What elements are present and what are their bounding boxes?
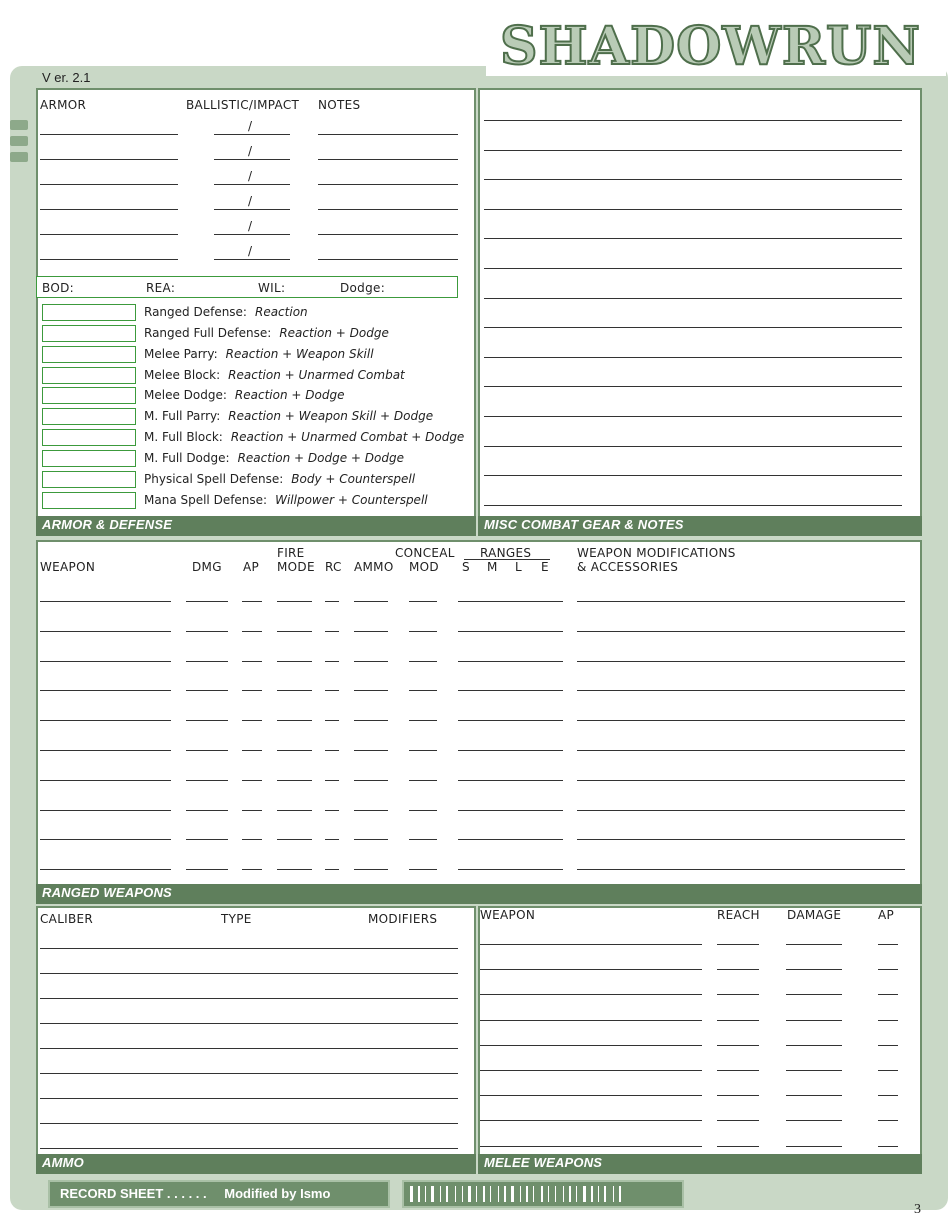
- rea-label: REA:: [146, 281, 176, 295]
- armor-notes-field[interactable]: [318, 209, 458, 210]
- ranged-weapon-field[interactable]: [40, 780, 171, 781]
- melee-ap-header: AP: [878, 908, 895, 922]
- ranged-modifications-field[interactable]: [577, 839, 905, 840]
- ranged-ap-field[interactable]: [242, 661, 262, 662]
- ranged-conceal-mod-field[interactable]: [409, 601, 437, 602]
- frame-notch: [10, 136, 28, 146]
- defense-value-box[interactable]: [42, 471, 136, 488]
- armor-notes-field[interactable]: [318, 259, 458, 260]
- weapon-mods-header: WEAPON MODIFICATIONS: [577, 546, 736, 560]
- ranged-conceal-mod-field[interactable]: [409, 750, 437, 751]
- defense-formula: Reaction + Dodge + Dodge: [237, 451, 404, 465]
- ballistic-impact-field[interactable]: [214, 234, 290, 235]
- melee-weapon-field[interactable]: [480, 1020, 702, 1021]
- ranged-modifications-field[interactable]: [577, 780, 905, 781]
- misc-notes-line[interactable]: [484, 327, 902, 328]
- ranged-rc-field[interactable]: [325, 601, 339, 602]
- ranged-weapon-field[interactable]: [40, 750, 171, 751]
- melee-reach-field[interactable]: [717, 1120, 759, 1121]
- ranges-header-line: [464, 559, 550, 560]
- armor-notes-field[interactable]: [318, 134, 458, 135]
- barcode-icon: [404, 1182, 682, 1206]
- range-l-header: L: [515, 560, 522, 574]
- defense-value-box[interactable]: [42, 346, 136, 363]
- armor-header: ARMOR: [40, 98, 87, 112]
- melee-ap-field[interactable]: [878, 1020, 898, 1021]
- ranged-modifications-field[interactable]: [577, 690, 905, 691]
- ranged-dmg-field[interactable]: [186, 690, 228, 691]
- defense-value-box[interactable]: [42, 492, 136, 509]
- ranged-rc-field[interactable]: [325, 750, 339, 751]
- ammo-line[interactable]: [40, 1073, 458, 1074]
- defense-formula: Reaction + Unarmed Combat: [228, 368, 405, 382]
- misc-notes-line[interactable]: [484, 416, 902, 417]
- record-sheet-bar: [48, 1180, 390, 1208]
- misc-gear-panel: [478, 88, 922, 518]
- range-s-header: S: [462, 560, 470, 574]
- melee-ap-field[interactable]: [878, 1146, 898, 1147]
- ranged-weapon-field[interactable]: [40, 601, 171, 602]
- misc-notes-line[interactable]: [484, 179, 902, 180]
- ammo-line[interactable]: [40, 948, 458, 949]
- defense-row: [144, 430, 464, 444]
- melee-damage-field[interactable]: [786, 969, 842, 970]
- misc-notes-line[interactable]: [484, 357, 902, 358]
- defense-name: Physical Spell Defense:: [144, 472, 284, 486]
- melee-reach-field[interactable]: [717, 944, 759, 945]
- ap-header: AP: [243, 560, 260, 574]
- ranged-conceal-mod-field[interactable]: [409, 780, 437, 781]
- defense-value-box[interactable]: [42, 387, 136, 404]
- misc-notes-line[interactable]: [484, 298, 902, 299]
- defense-row: [144, 493, 428, 507]
- ranged-weapon-field[interactable]: [40, 810, 171, 811]
- ballistic-impact-field[interactable]: [214, 259, 290, 260]
- defense-row: [144, 368, 405, 382]
- misc-notes-line[interactable]: [484, 209, 902, 210]
- ranged-conceal-mod-field[interactable]: [409, 661, 437, 662]
- ranged-ranges-field[interactable]: [458, 720, 563, 721]
- ranged-ap-field[interactable]: [242, 631, 262, 632]
- ammo-panel: [36, 906, 476, 1156]
- ranged-ap-field[interactable]: [242, 780, 262, 781]
- ammo-line[interactable]: [40, 1123, 458, 1124]
- ammo-line[interactable]: [40, 973, 458, 974]
- ranged-rc-field[interactable]: [325, 839, 339, 840]
- melee-damage-field[interactable]: [786, 1070, 842, 1071]
- shadowrun-logo: [486, 6, 946, 76]
- ranged-ammo-field[interactable]: [354, 750, 388, 751]
- ranged-ranges-field[interactable]: [458, 661, 563, 662]
- melee-weapons-title: MELEE WEAPONS: [478, 1154, 922, 1174]
- ranged-ranges-field[interactable]: [458, 690, 563, 691]
- ranged-ranges-field[interactable]: [458, 869, 563, 870]
- melee-reach-field[interactable]: [717, 1045, 759, 1046]
- fire-header: FIRE: [277, 546, 305, 560]
- defense-formula: Reaction: [254, 305, 308, 319]
- ranged-ranges-field[interactable]: [458, 810, 563, 811]
- melee-ap-field[interactable]: [878, 1095, 898, 1096]
- melee-weapon-field[interactable]: [480, 1070, 702, 1071]
- ranged-ap-field[interactable]: [242, 810, 262, 811]
- melee-weapon-header: WEAPON: [480, 908, 536, 922]
- defense-name: Melee Dodge:: [144, 388, 227, 402]
- ranged-conceal-mod-field[interactable]: [409, 690, 437, 691]
- misc-notes-line[interactable]: [484, 505, 902, 506]
- defense-row: [144, 451, 404, 465]
- defense-value-box[interactable]: [42, 408, 136, 425]
- ranged-ap-field[interactable]: [242, 839, 262, 840]
- ranged-ranges-field[interactable]: [458, 780, 563, 781]
- conceal-header: CONCEAL: [395, 546, 455, 560]
- range-m-header: M: [487, 560, 498, 574]
- ranged-fire-mode-field[interactable]: [277, 750, 312, 751]
- barcode-graphic: [402, 1180, 684, 1208]
- defense-name: Ranged Full Defense:: [144, 326, 272, 340]
- armor-notes-field[interactable]: [318, 159, 458, 160]
- ranged-dmg-field[interactable]: [186, 601, 228, 602]
- ballistic-impact-field[interactable]: [214, 159, 290, 160]
- ranged-weapon-field[interactable]: [40, 661, 171, 662]
- rc-header: RC: [325, 560, 342, 574]
- defense-row: [144, 347, 374, 361]
- defense-formula: Reaction + Dodge: [234, 388, 345, 402]
- ballistic-impact-header: BALLISTIC/IMPACT: [186, 98, 300, 112]
- armor-field[interactable]: [40, 184, 178, 185]
- ranged-dmg-field[interactable]: [186, 750, 228, 751]
- ranges-header: RANGES: [480, 546, 532, 560]
- bod-label: BOD:: [42, 281, 74, 295]
- ranged-weapons-title: RANGED WEAPONS: [36, 884, 922, 904]
- ranged-conceal-mod-field[interactable]: [409, 720, 437, 721]
- defense-name: Mana Spell Defense:: [144, 493, 268, 507]
- ranged-ranges-field[interactable]: [458, 839, 563, 840]
- misc-gear-title: MISC COMBAT GEAR & NOTES: [478, 516, 922, 536]
- ranged-conceal-mod-field[interactable]: [409, 631, 437, 632]
- ballistic-impact-field[interactable]: [214, 134, 290, 135]
- ranged-fire-mode-field[interactable]: [277, 661, 312, 662]
- notes-header: NOTES: [318, 98, 361, 112]
- ranged-dmg-field[interactable]: [186, 720, 228, 721]
- armor-defense-title: ARMOR & DEFENSE: [36, 516, 476, 536]
- defense-formula: Reaction + Dodge: [279, 326, 389, 340]
- page-number: 3: [914, 1202, 921, 1217]
- ranged-rc-field[interactable]: [325, 661, 339, 662]
- ranged-rc-field[interactable]: [325, 690, 339, 691]
- range-e-header: E: [541, 560, 549, 574]
- dodge-label: Dodge:: [340, 281, 386, 295]
- ballistic-impact-separator: /: [248, 244, 253, 258]
- attributes-box[interactable]: [36, 276, 458, 298]
- ranged-ammo-field[interactable]: [354, 690, 388, 691]
- ballistic-impact-field[interactable]: [214, 184, 290, 185]
- ranged-rc-field[interactable]: [325, 869, 339, 870]
- defense-row: [144, 326, 389, 340]
- armor-field[interactable]: [40, 159, 178, 160]
- misc-notes-line[interactable]: [484, 150, 902, 151]
- modifiers-header: MODIFIERS: [368, 912, 438, 926]
- frame-notch: [10, 152, 28, 162]
- defense-formula: Reaction + Weapon Skill: [225, 347, 374, 361]
- misc-notes-line[interactable]: [484, 475, 902, 476]
- ranged-weapon-field[interactable]: [40, 690, 171, 691]
- ranged-ammo-field[interactable]: [354, 780, 388, 781]
- misc-notes-line[interactable]: [484, 446, 902, 447]
- defense-formula: Reaction + Weapon Skill + Dodge: [228, 409, 434, 423]
- melee-weapon-field[interactable]: [480, 1045, 702, 1046]
- melee-reach-field[interactable]: [717, 1095, 759, 1096]
- defense-row: [144, 472, 415, 486]
- armor-field[interactable]: [40, 209, 178, 210]
- armor-field[interactable]: [40, 134, 178, 135]
- defense-name: Ranged Defense:: [144, 305, 247, 319]
- ranged-modifications-field[interactable]: [577, 869, 905, 870]
- ammo-header: AMMO: [354, 560, 394, 574]
- ranged-fire-mode-field[interactable]: [277, 601, 312, 602]
- melee-reach-field[interactable]: [717, 1020, 759, 1021]
- defense-formula: Willpower + Counterspell: [275, 493, 428, 507]
- ranged-modifications-field[interactable]: [577, 601, 905, 602]
- melee-ap-field[interactable]: [878, 1070, 898, 1071]
- ranged-conceal-mod-field[interactable]: [409, 839, 437, 840]
- melee-reach-field[interactable]: [717, 969, 759, 970]
- dmg-header: DMG: [192, 560, 222, 574]
- ammo-line[interactable]: [40, 1148, 458, 1149]
- ranged-weapons-panel: [36, 540, 922, 886]
- melee-damage-field[interactable]: [786, 994, 842, 995]
- ranged-weapon-field[interactable]: [40, 631, 171, 632]
- accessories-header: & ACCESSORIES: [577, 560, 679, 574]
- ammo-line[interactable]: [40, 998, 458, 999]
- ranged-ap-field[interactable]: [242, 690, 262, 691]
- ranged-rc-field[interactable]: [325, 631, 339, 632]
- ranged-modifications-field[interactable]: [577, 720, 905, 721]
- ammo-line[interactable]: [40, 1098, 458, 1099]
- melee-weapon-field[interactable]: [480, 944, 702, 945]
- ranged-conceal-mod-field[interactable]: [409, 810, 437, 811]
- ranged-ammo-field[interactable]: [354, 601, 388, 602]
- ranged-ap-field[interactable]: [242, 601, 262, 602]
- defense-name: M. Full Dodge:: [144, 451, 230, 465]
- ranged-dmg-field[interactable]: [186, 661, 228, 662]
- ballistic-impact-separator: /: [248, 144, 253, 158]
- melee-damage-field[interactable]: [786, 1045, 842, 1046]
- melee-damage-field[interactable]: [786, 944, 842, 945]
- ranged-ranges-field[interactable]: [458, 750, 563, 751]
- ranged-dmg-field[interactable]: [186, 631, 228, 632]
- caliber-header: CALIBER: [40, 912, 94, 926]
- ranged-ammo-field[interactable]: [354, 631, 388, 632]
- frame-notch: [10, 120, 28, 130]
- defense-name: Melee Block:: [144, 368, 221, 382]
- defense-row: [144, 409, 433, 423]
- misc-notes-line[interactable]: [484, 120, 902, 121]
- defense-name: M. Full Block:: [144, 430, 223, 444]
- melee-damage-field[interactable]: [786, 1095, 842, 1096]
- ranged-rc-field[interactable]: [325, 720, 339, 721]
- ammo-line[interactable]: [40, 1023, 458, 1024]
- defense-row: [144, 305, 308, 319]
- ranged-fire-mode-field[interactable]: [277, 631, 312, 632]
- melee-weapon-field[interactable]: [480, 994, 702, 995]
- melee-weapon-field[interactable]: [480, 1120, 702, 1121]
- ranged-weapon-field[interactable]: [40, 839, 171, 840]
- ballistic-impact-separator: /: [248, 194, 253, 208]
- defense-formula: Reaction + Unarmed Combat + Dodge: [230, 430, 465, 444]
- ranged-ammo-field[interactable]: [354, 720, 388, 721]
- ranged-ap-field[interactable]: [242, 750, 262, 751]
- ranged-ap-field[interactable]: [242, 720, 262, 721]
- melee-damage-field[interactable]: [786, 1120, 842, 1121]
- melee-weapon-field[interactable]: [480, 1095, 702, 1096]
- ranged-fire-mode-field[interactable]: [277, 720, 312, 721]
- ranged-modifications-field[interactable]: [577, 750, 905, 751]
- ranged-dmg-field[interactable]: [186, 780, 228, 781]
- misc-notes-line[interactable]: [484, 386, 902, 387]
- defense-formula: Body + Counterspell: [291, 472, 416, 486]
- armor-field[interactable]: [40, 234, 178, 235]
- mod-header: MOD: [409, 560, 439, 574]
- melee-weapon-field[interactable]: [480, 969, 702, 970]
- melee-ap-field[interactable]: [878, 969, 898, 970]
- defense-value-box[interactable]: [42, 450, 136, 467]
- ballistic-impact-separator: /: [248, 119, 253, 133]
- ammo-line[interactable]: [40, 1048, 458, 1049]
- misc-notes-line[interactable]: [484, 268, 902, 269]
- ranged-dmg-field[interactable]: [186, 839, 228, 840]
- ranged-ammo-field[interactable]: [354, 661, 388, 662]
- modified-by-label: Modified by Ismo: [224, 1186, 331, 1201]
- defense-value-box[interactable]: [42, 304, 136, 321]
- defense-value-box[interactable]: [42, 429, 136, 446]
- ranged-modifications-field[interactable]: [577, 810, 905, 811]
- melee-weapon-field[interactable]: [480, 1146, 702, 1147]
- armor-notes-field[interactable]: [318, 184, 458, 185]
- ranged-ranges-field[interactable]: [458, 601, 563, 602]
- defense-name: M. Full Parry:: [144, 409, 221, 423]
- ranged-modifications-field[interactable]: [577, 631, 905, 632]
- ranged-conceal-mod-field[interactable]: [409, 869, 437, 870]
- melee-reach-field[interactable]: [717, 1070, 759, 1071]
- melee-damage-field[interactable]: [786, 1020, 842, 1021]
- ranged-ammo-field[interactable]: [354, 810, 388, 811]
- defense-value-box[interactable]: [42, 367, 136, 384]
- melee-reach-field[interactable]: [717, 1146, 759, 1147]
- ranged-modifications-field[interactable]: [577, 661, 905, 662]
- melee-ap-field[interactable]: [878, 1045, 898, 1046]
- logo-text: SHADOWRUN: [500, 16, 921, 76]
- ranged-dmg-field[interactable]: [186, 869, 228, 870]
- defense-row: [144, 388, 344, 402]
- armor-field[interactable]: [40, 259, 178, 260]
- melee-damage-field[interactable]: [786, 1146, 842, 1147]
- reach-header: REACH: [717, 908, 760, 922]
- melee-ap-field[interactable]: [878, 944, 898, 945]
- defense-value-box[interactable]: [42, 325, 136, 342]
- mode-header: MODE: [277, 560, 315, 574]
- ranged-fire-mode-field[interactable]: [277, 839, 312, 840]
- ranged-fire-mode-field[interactable]: [277, 810, 312, 811]
- version-label: V er. 2.1: [42, 70, 91, 85]
- damage-header: DAMAGE: [787, 908, 842, 922]
- ranged-rc-field[interactable]: [325, 810, 339, 811]
- ballistic-impact-field[interactable]: [214, 209, 290, 210]
- ranged-ammo-field[interactable]: [354, 869, 388, 870]
- defense-name: Melee Parry:: [144, 347, 218, 361]
- ranged-rc-field[interactable]: [325, 780, 339, 781]
- ballistic-impact-separator: /: [248, 169, 253, 183]
- ranged-fire-mode-field[interactable]: [277, 869, 312, 870]
- ranged-weapon-field[interactable]: [40, 720, 171, 721]
- ranged-ap-field[interactable]: [242, 869, 262, 870]
- ballistic-impact-separator: /: [248, 219, 253, 233]
- melee-ap-field[interactable]: [878, 994, 898, 995]
- ranged-dmg-field[interactable]: [186, 810, 228, 811]
- ranged-ammo-field[interactable]: [354, 839, 388, 840]
- type-header: TYPE: [221, 912, 252, 926]
- ranged-ranges-field[interactable]: [458, 631, 563, 632]
- misc-notes-line[interactable]: [484, 238, 902, 239]
- ranged-fire-mode-field[interactable]: [277, 690, 312, 691]
- record-sheet-label: RECORD SHEET . . . . . .: [60, 1186, 207, 1201]
- ranged-weapon-field[interactable]: [40, 869, 171, 870]
- armor-notes-field[interactable]: [318, 234, 458, 235]
- wil-label: WIL:: [258, 281, 286, 295]
- ranged-fire-mode-field[interactable]: [277, 780, 312, 781]
- weapon-header: WEAPON: [40, 560, 96, 574]
- melee-ap-field[interactable]: [878, 1120, 898, 1121]
- ammo-title: AMMO: [36, 1154, 476, 1174]
- melee-reach-field[interactable]: [717, 994, 759, 995]
